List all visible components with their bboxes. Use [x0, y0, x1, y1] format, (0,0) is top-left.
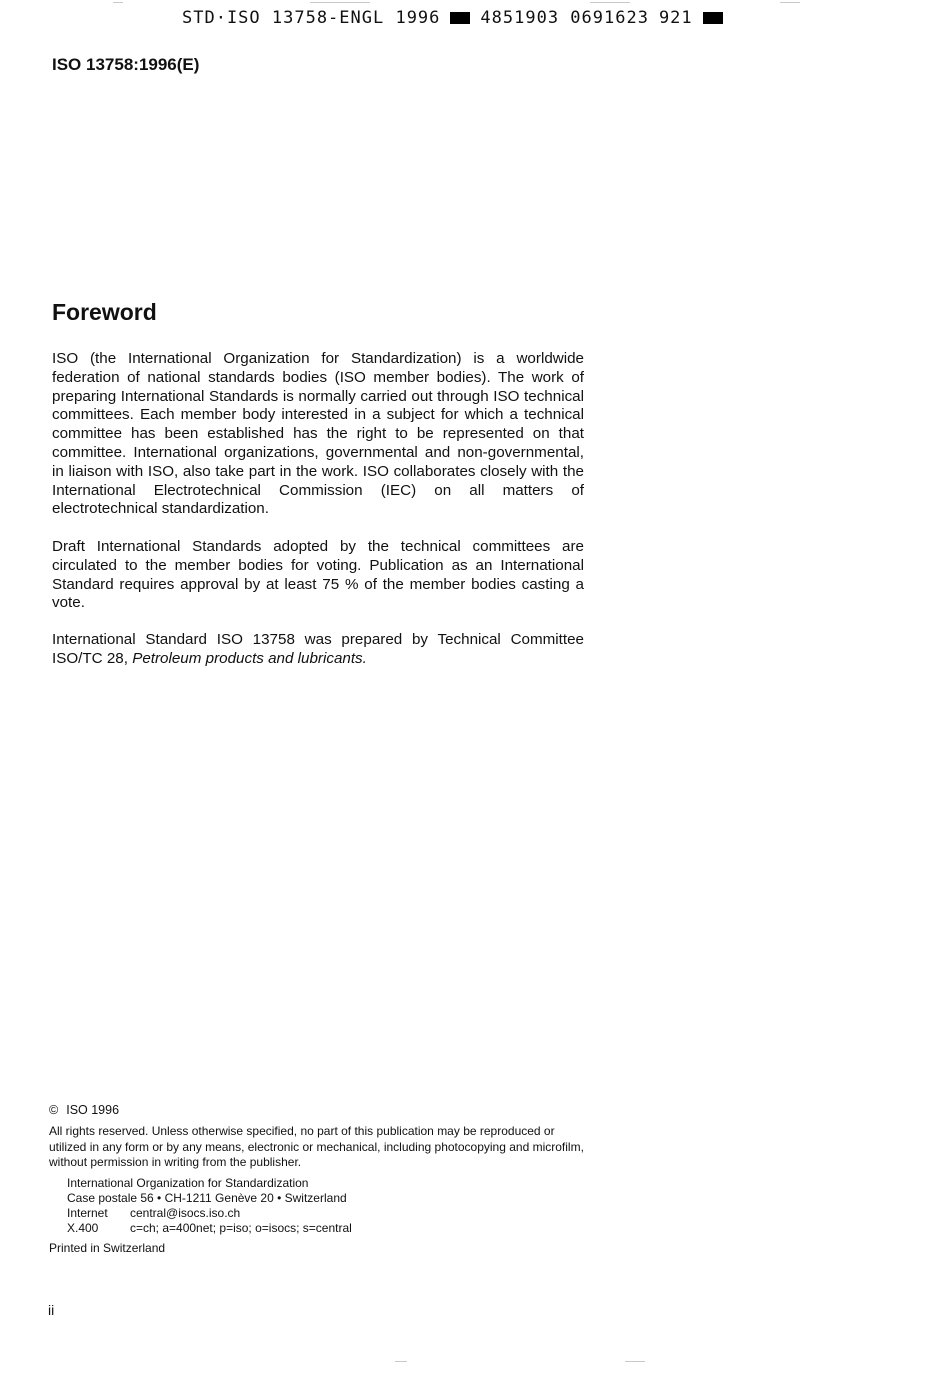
header-code-left: STD·ISO 13758-ENGL 1996: [182, 8, 441, 28]
scan-artifact: [625, 1361, 645, 1362]
scan-artifact: [590, 2, 630, 3]
paragraph-3-text: International Standard ISO 13758 was prepared by Technical Committee ISO/TC 28,: [52, 631, 584, 667]
document-code-header: [182, 7, 723, 29]
scan-artifact: [780, 2, 800, 3]
x400-contact: [67, 1221, 352, 1235]
copyright-text: ISO 1996: [66, 1103, 120, 1117]
postal-address: Case postale 56 • CH-1211 Genève 20 • Switzerland: [67, 1191, 347, 1205]
x400-address: c=ch; a=400net; p=iso; o=isocs; s=central: [130, 1221, 352, 1235]
copyright-symbol: ©: [49, 1103, 59, 1117]
internet-contact: [67, 1206, 240, 1220]
x400-label: X.400: [67, 1221, 99, 1235]
foreword-paragraph-1: ISO (the International Organization for Standardization) is a worldwide federation of national standards bodies (ISO member bodies). The work of preparing International Standards is normally carried out through ISO technical committees. Each member body interested in a subject for which a technical committee has been established has the right to be represented on that committee. International organizations, governmental and non-governmental, in liaison with ISO, also take part in the work. ISO collaborates closely with the International Electrotechnical Commission (IEC) on all matters of electrotechnical standardization.: [52, 350, 584, 518]
foreword-paragraph-3: [52, 631, 584, 669]
internet-address: central@isocs.iso.ch: [130, 1206, 241, 1220]
scan-artifact: [310, 2, 370, 3]
committee-title: Petroleum products and lubricants.: [132, 649, 367, 667]
scan-artifact: [113, 2, 123, 3]
black-bar-marker: [703, 12, 723, 24]
printed-location: Printed in Switzerland: [49, 1241, 166, 1255]
internet-label: Internet: [67, 1206, 108, 1220]
organization-name: International Organization for Standardization: [67, 1176, 309, 1190]
scan-artifact: [395, 1361, 407, 1362]
header-code-mid: 4851903 0691623: [480, 8, 649, 28]
page-number: ii: [48, 1302, 55, 1318]
copyright-line: [49, 1103, 119, 1117]
foreword-heading: Foreword: [52, 299, 157, 325]
black-bar-marker: [450, 12, 470, 24]
rights-notice: All rights reserved. Unless otherwise specified, no part of this publication may be reproduced or utilized in any form or by any means, electronic or mechanical, including photocopying and microfilm, without permission in writing from the publisher.: [49, 1124, 584, 1169]
standard-identifier: ISO 13758:1996(E): [52, 55, 200, 74]
foreword-paragraph-2: Draft International Standards adopted by the technical committees are circulated to the member bodies for voting. Publication as an International Standard requires approval by at least 75 % of the member bodies casting a vote.: [52, 538, 584, 612]
header-code-right: 921: [658, 8, 693, 28]
